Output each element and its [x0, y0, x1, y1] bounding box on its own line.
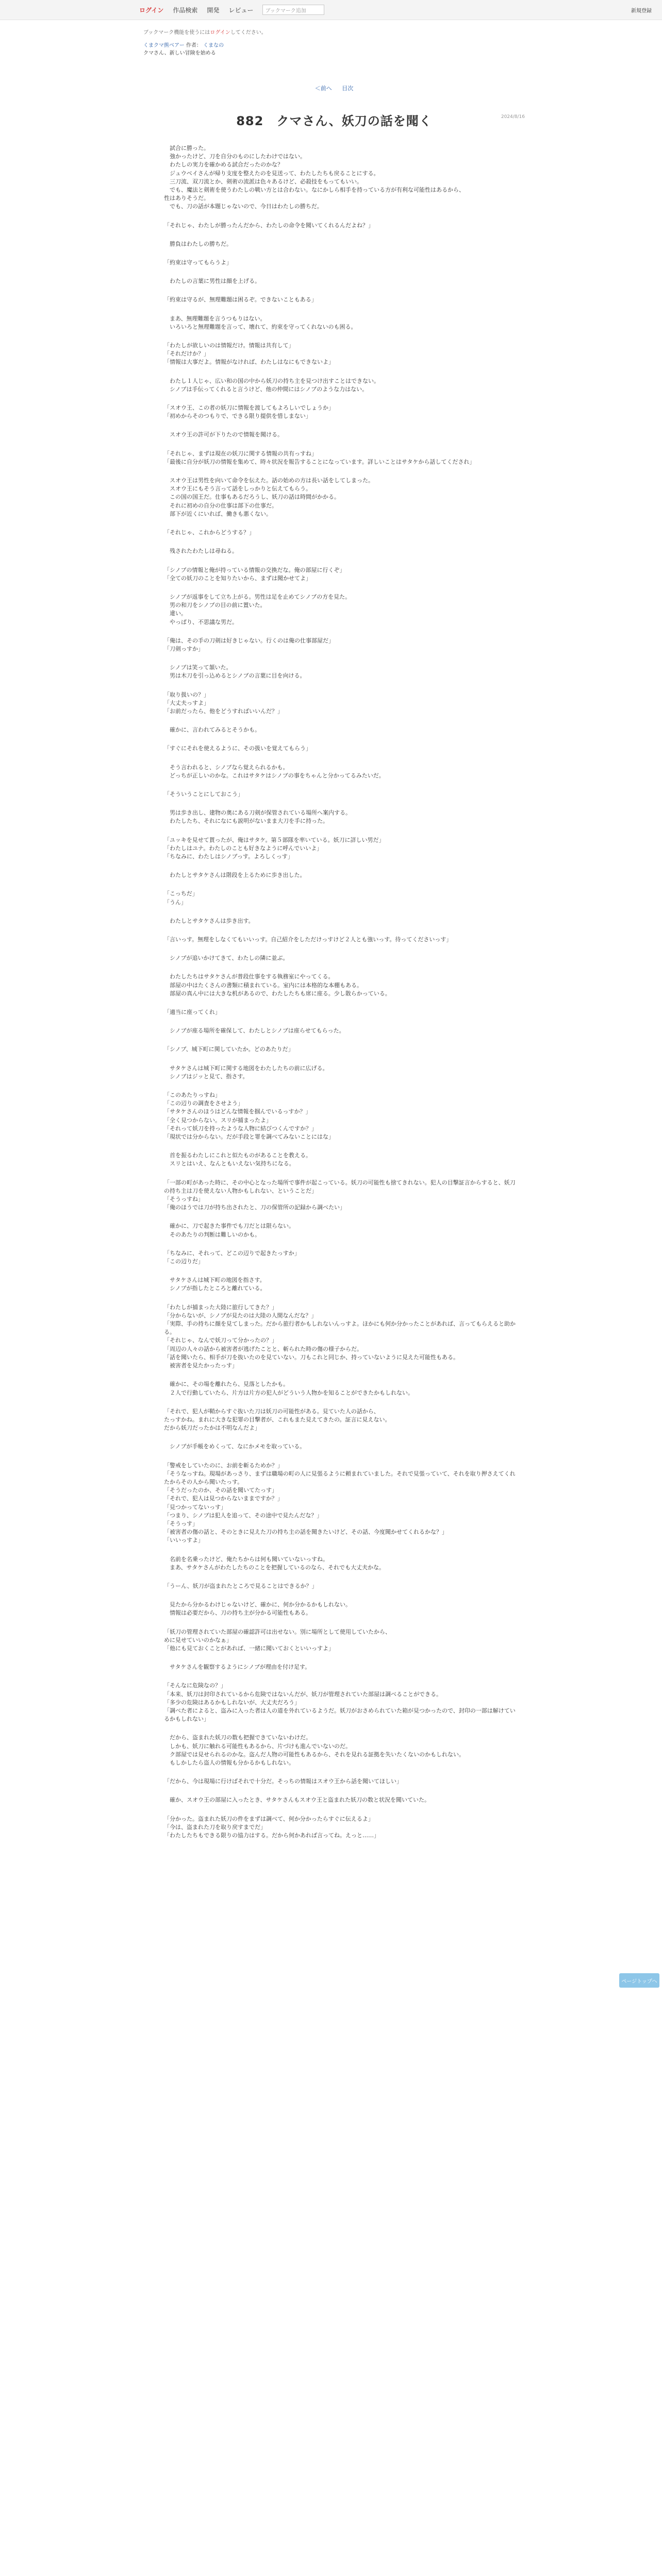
- main-content: [143, 28, 525, 1850]
- story-line: 勝負はわたしの勝ちだ。: [164, 240, 232, 247]
- nav-item-dev[interactable]: 開発: [207, 6, 220, 14]
- story-line: 三刀流、双刀流とか、剣術の流派は色々あるけど、必殺技をもってもいい。: [164, 178, 362, 185]
- story-line: 「見つかってないっす」: [164, 1503, 226, 1511]
- story-line: 「すぐにそれを使えるように、その扱いを覚えてもらう」: [164, 745, 311, 752]
- story-line: 「ユッキを見せて貰ったが、俺はサタケ。第５部隊を率いている。妖刀に詳しい男だ」: [164, 836, 385, 843]
- story-paragraph: [164, 1796, 520, 1804]
- story-line: 「わたしが捕まった大陸に旅行してきた？」: [164, 1303, 277, 1311]
- story-paragraph: [164, 790, 520, 799]
- story-line: 「多少の危険はあるかもしれないが、大丈夫だろう」: [164, 1699, 300, 1706]
- story-paragraph: [164, 1222, 520, 1239]
- story-paragraph: [164, 1555, 520, 1572]
- story-line: わたしたちはサタケさんが普段仕事をする執務室にやってくる。: [164, 973, 334, 980]
- story-line: でも、魔法と剣術を使うわたしの戦い方とは合わない。なにかしら相手を持っている方が有利な可能性はあるから、: [164, 187, 465, 194]
- story-paragraph: [164, 277, 520, 285]
- story-line: 「周辺の人々の話から被害者が逃げたことと、斬られた時の傷の様子からだ。: [164, 1345, 362, 1352]
- story-paragraph: [164, 1091, 520, 1141]
- story-line: 「警戒をしていたのに、お前を斬るためか？」: [164, 1462, 283, 1469]
- story-line: 「今は、盗まれた刀を取り戻すまでだ」: [164, 1823, 266, 1831]
- story-line: 確か、スオウ王の部屋に入ったとき、サタケさんもスオウ王と盗まれた妖刀の数と状況を聞いていた。: [164, 1797, 431, 1804]
- story-line: シノブが座る場所を確保して、わたしとシノブは座らせてもらった。: [164, 1027, 345, 1035]
- story-line: シノブが返事をして立ち上がる。男性は足を止めてシノブの方を見た。: [164, 593, 351, 600]
- story-line: わたしの実力を確かめる試合だったのかな？: [164, 161, 283, 168]
- story-line: 「取り扱いの？」: [164, 691, 209, 698]
- nav-item-search[interactable]: 作品検索: [173, 6, 198, 14]
- story-line: そう言われると、シノブなら覚えられるかも。: [164, 764, 289, 771]
- toc-link[interactable]: 目次: [342, 85, 354, 92]
- story-line: 「そんなに危険なの？」: [164, 1682, 226, 1689]
- story-paragraph: [164, 637, 520, 653]
- story-line: まあ、サタケさんがわたしたちのことを把握しているのなら、それでも大丈夫かな。: [164, 1564, 385, 1571]
- story-line: 「うーん、妖刀が盗まれたところで見ることはできるか？」: [164, 1582, 318, 1589]
- story-line: 「被害者の傷の話と、そのときに見えた刀の持ち主の話を聞きたいけど、その話、今度聞かせてくれるかな？」: [164, 1529, 448, 1536]
- prev-link[interactable]: ＜前へ: [315, 85, 332, 92]
- story-line: 部屋の中はたくさんの書類に積まれている。室内には本格的な本棚もある。: [164, 981, 362, 989]
- story-line: 「ちなみに、わたしはシノブっす。よろしくっす」: [164, 853, 293, 860]
- story-paragraph: [164, 259, 520, 267]
- story-line: わたしたち、それになにも説明がないまま大刀を手に持った。: [164, 818, 328, 825]
- story-line: 「シノブ、城下町に関していたか。どのあたりだ」: [164, 1046, 294, 1053]
- story-line: 強かったけど、刀を自分のものにしたわけではない。: [164, 153, 306, 160]
- story-paragraph: [164, 1008, 520, 1016]
- chapter-title-text: クマさん、妖刀の話を聞く: [276, 114, 432, 128]
- page-top-button[interactable]: ページトップへ: [619, 1973, 659, 1988]
- story-paragraph: [164, 593, 520, 626]
- story-line: スオウ王の許可が下りたので情報を聞ける。: [164, 431, 283, 438]
- story-line: わたしの言葉に男性は顔を上げる。: [164, 278, 260, 285]
- story-paragraph: [164, 144, 520, 211]
- story-line: 「シノブの情報と俺が持っている情報の交換だな。俺の部屋に行くぞ」: [164, 566, 345, 573]
- author-label: 作者：: [186, 43, 202, 48]
- story-line: たっすかね。まれに大きな犯罪の目撃者が、これもまた見えてきたの。証言に見えない。: [164, 1416, 391, 1423]
- story-paragraph: [164, 1734, 520, 1767]
- story-paragraph: [164, 1582, 520, 1590]
- story-line: この国の国王だ。仕事もあるだろうし、妖刀の話は時間がかかる。: [164, 494, 340, 501]
- story-paragraph: [164, 431, 520, 439]
- story-line: 「わたしはユナ。わたしのことも好きなように呼んでいいよ」: [164, 844, 323, 852]
- story-line: わたしとサタケさんは階段を上るために歩き出した。: [164, 872, 306, 879]
- story-paragraph: [164, 566, 520, 583]
- story-line: シノブは笑って頷いた。: [164, 664, 232, 671]
- series-line: [143, 42, 525, 49]
- story-paragraph: [164, 1151, 520, 1168]
- story-paragraph: [164, 764, 520, 780]
- story-line: 「いいっすよ」: [164, 1537, 204, 1544]
- story-line: 「全ての妖刀のことを知りたいから、まずは聞かせてよ」: [164, 574, 311, 582]
- author-link[interactable]: くまなの: [203, 43, 224, 48]
- story-line: 「お前だったら、他をどうすればいいんだ？」: [164, 707, 283, 715]
- story-paragraph: [164, 296, 520, 304]
- story-line: 「だから、今は現場に行けばそれで十分だ。そっちの情報はスオウ王から話を聞いてほしい」: [164, 1778, 402, 1785]
- story-line: 残されたわたしは尋ねる。: [164, 548, 238, 555]
- story-paragraph: [164, 954, 520, 962]
- story-line: 「ちなみに、それって、どこの辺りで起きたっすか」: [164, 1249, 300, 1257]
- story-line: だから、盗まれた妖刀の数も把握できていないわけだ。: [164, 1734, 311, 1741]
- story-line: 「分かった。盗まれた妖刀の件をまずは調べて、何か分かったらすぐに伝えるよ」: [164, 1815, 374, 1822]
- story-line: 「約束は守ってもらうよ」: [164, 259, 232, 266]
- story-paragraph: [164, 477, 520, 518]
- story-paragraph: [164, 809, 520, 825]
- story-line: 「妖刀の管理されていた部屋の確認許可は出せない。別に場所として使用していたから、: [164, 1628, 391, 1635]
- story-line: 「全く見つからない。スリが捕まったよ」: [164, 1116, 272, 1124]
- chapter-number: 882: [236, 114, 264, 128]
- story-paragraph: [164, 1601, 520, 1617]
- series-title-link[interactable]: くまクマ熊ベアー: [143, 43, 185, 48]
- story-line: もしかしたら盗人の情報も分かるかもしれない。: [164, 1759, 294, 1766]
- story-line: 被害者を見たかったっす」: [164, 1362, 238, 1369]
- story-paragraph: [164, 1777, 520, 1786]
- story-line: シノブは手伝ってくれると言うけど、他の仲間にはシノブのような力はない。: [164, 385, 368, 393]
- story-line: 「そうっすね」: [164, 1196, 204, 1203]
- story-line: 「それだけか？」: [164, 350, 209, 358]
- story-line: 「実際、手の持ちに顔を見てしまった。だから旅行者かもしれないんっすよ。ほかにも何か分かったことがあれば、言ってもらえると助かる。: [164, 1320, 516, 1336]
- story-line: 「話を聞いたら、相手が刀を抜いたのを見ていない。刀もこれと同じか、持っていないように見えた可能性もある。: [164, 1353, 459, 1361]
- notice-suffix: してください。: [230, 30, 267, 36]
- story-line: 「本来、妖刀は封印されているから危険ではないんだが、妖刀が管理されていた部屋は調べることができる。: [164, 1690, 442, 1698]
- story-paragraph: [164, 936, 520, 944]
- story-line: 「それじゃ、わたしが勝ったんだから、わたしの命令を聞いてくれるんだよね？」: [164, 222, 374, 229]
- story-line: 「それじゃ、これからどうする？」: [164, 529, 255, 536]
- story-line: ２人で行動していたら、片方は片方の犯人がどういう人物かを知ることができたかもしれない。: [164, 1389, 413, 1396]
- nav-item-review[interactable]: レビュー: [228, 6, 254, 14]
- story-line: 「そうだったのか、その話を聞いてたっす」: [164, 1487, 277, 1494]
- story-line: 「言いっす。無理をしなくてもいいっす。自己紹介をしただけっすけど２人とも強いっす。待ってくださいっす」: [164, 936, 452, 943]
- story-line: 見たから分かるわけじゃないけど、確かに、何か分かるかもしれない。: [164, 1601, 351, 1608]
- novel-body: [143, 144, 525, 1840]
- story-line: サタケさんは城下町の地図を指さす。: [164, 1277, 266, 1284]
- story-line: わたし１人じゃ、広い和の国の中から妖刀の持ち主を見つけ出すことはできない。: [164, 377, 379, 384]
- story-line: 「このあたりっすね」: [164, 1092, 221, 1099]
- story-line: だから妖刀だったかは不明なんだよ」: [164, 1425, 260, 1432]
- story-paragraph: [164, 450, 520, 466]
- story-line: 「約束は守るが、無理難題は困るぞ。できないこともある」: [164, 296, 317, 303]
- story-paragraph: [164, 547, 520, 555]
- story-line: シノブが手帳をめくって、なにかメモを取っている。: [164, 1443, 306, 1450]
- story-line: 男は歩き出し、建物の奥にある刀剣が保管されている場所へ案内する。: [164, 809, 351, 817]
- story-line: スリとはいえ、なんともいえない気持ちになる。: [164, 1160, 295, 1167]
- story-line: 「現状では分からない。だが手段と罪を調べてみないことにはな」: [164, 1133, 334, 1141]
- story-paragraph: [164, 1276, 520, 1293]
- story-paragraph: [164, 664, 520, 680]
- story-paragraph: [164, 1380, 520, 1397]
- notice-login-link[interactable]: ログイン: [210, 30, 230, 36]
- story-line: めに見せていいのかなぁ」: [164, 1636, 232, 1643]
- story-line: 「それって妖刀を持ったような人物に結びつくんですか？」: [164, 1125, 317, 1132]
- story-line: 「つまり、シノブは犯人を追って、その途中で見たんだな？」: [164, 1512, 323, 1519]
- story-line: 「俺のほうでは刀が持ち出されたと、刀の保管所の記録から調べたい」: [164, 1204, 345, 1211]
- story-paragraph: [164, 1064, 520, 1081]
- story-line: 「そうなっすね。現場があっさり、まずは職場の町の人に見張るように頼まれていました。それで見張っていて、それを取り押さえてくれたからその人から聞いたっす。: [164, 1470, 516, 1485]
- story-line: 「スオウ王、この者の妖刀に情報を渡してもよろしいでしょうか」: [164, 404, 334, 412]
- story-paragraph: [164, 726, 520, 734]
- story-line: 「分からないが、シノブが見たのは大陸の人間なんだな？」: [164, 1312, 317, 1319]
- story-line: いろいろと無理難題を言って、壊れて、約束を守ってくれないのも困る。: [164, 323, 357, 330]
- story-line: 男の和刀をシノブの目の前に置いた。: [164, 602, 266, 609]
- story-line: サタケさんは城下町に関する地図をわたしたちの前に広げる。: [164, 1064, 328, 1072]
- story-line: 「うん」: [164, 899, 187, 906]
- story-paragraph: [164, 342, 520, 367]
- nav-group: [139, 3, 324, 16]
- story-paragraph: [164, 377, 520, 394]
- login-notice: [143, 28, 525, 36]
- chapter-title: [143, 111, 525, 129]
- story-paragraph: [164, 222, 520, 230]
- story-paragraph: [164, 836, 520, 861]
- story-line: 試合に勝った。: [164, 145, 209, 151]
- story-line: ク部屋では見せられるのかな。盗んだ人物の可能性もあるから、それを見れる証拠を失いたくないのかもしれない。: [164, 1751, 465, 1758]
- story-paragraph: [164, 1443, 520, 1451]
- story-line: 「そうっす」: [164, 1520, 198, 1527]
- story-line: どっちが正しいのかな。これはサタケはシノブの事をちゃんと分かってるみたいだ。: [164, 772, 385, 779]
- story-paragraph: [164, 1663, 520, 1671]
- story-line: それに初めの自分の仕事は部下の仕事だ。: [164, 502, 277, 509]
- story-paragraph: [164, 1249, 520, 1266]
- story-line: 「初めからそのつもりで、できる限り提供を惜しまない」: [164, 413, 311, 420]
- story-line: 「わたしたちもできる限りの協力はする。だから何かあれば言ってね。えっと……」: [164, 1832, 379, 1839]
- story-line: シノブが指したところと離れている。: [164, 1285, 266, 1292]
- story-paragraph: [164, 315, 520, 331]
- story-paragraph: [164, 973, 520, 998]
- story-paragraph: [164, 1682, 520, 1723]
- story-line: 部下が近くにいれば、働きも悪くない。: [164, 510, 272, 517]
- story-line: サタケさんを観察するようにシノブが理由を付け足す。: [164, 1664, 311, 1671]
- story-paragraph: [164, 1303, 520, 1370]
- bookmark-button[interactable]: ブックマーク追加: [262, 5, 324, 15]
- posted-date: 2024/8/16: [501, 114, 525, 120]
- story-line: 部屋の真ん中には大きな机があるので、わたしたちも席に座る。少し散らかっている。: [164, 990, 391, 997]
- story-line: 首を振るわたしにこれと似たものがあることを教える。: [164, 1152, 311, 1159]
- top-navigation-bar: [0, 0, 662, 20]
- story-line: やっぱり、不思議な男だ。: [164, 618, 238, 625]
- story-line: わたしとサタケさんは歩き出す。: [164, 917, 254, 924]
- story-line: 「他にも見ておくことがあれば、一緒に聞いておくといいっすよ」: [164, 1645, 334, 1652]
- story-line: そのあたりの判断は難しいのかも。: [164, 1231, 260, 1238]
- story-line: 男は木刀を引っ込めるとシノブの言葉に目を向ける。: [164, 672, 306, 680]
- story-line: 「一部の町があった時に、その中心となった場所で事件が起こっている。妖刀の可能性も捨てきれない。犯人の目撃証言からすると、妖刀の持ち主は刀を使えない人物かもしれない、ということだ」: [164, 1179, 516, 1194]
- story-line: 「そういうことにしておこう」: [164, 790, 243, 798]
- story-line: 確かに、言われてみるとそうかも。: [164, 726, 260, 734]
- story-line: シノブはジッと見て、指さす。: [164, 1073, 249, 1080]
- chapter-pager: [143, 84, 525, 92]
- story-paragraph: [164, 1179, 520, 1212]
- story-line: 「大丈夫っすよ」: [164, 699, 209, 706]
- story-line: 「こっちだ」: [164, 890, 198, 897]
- login-link[interactable]: ログイン: [139, 6, 164, 14]
- story-line: 「それじゃ、まずは現在の妖刀に関する情報の共有っすね」: [164, 450, 317, 457]
- story-line: 違い。: [164, 610, 187, 617]
- chapter-subtitle: クマさん、新しい冒険を始める: [143, 50, 216, 56]
- story-line: 情報は必要だから、刀の持ち主が分かる可能性もある。: [164, 1609, 311, 1617]
- story-line: 性はありそうだ。: [164, 195, 209, 202]
- story-line: 「刀剣っすか」: [164, 645, 204, 652]
- story-line: 「この辺りだ」: [164, 1258, 204, 1265]
- story-paragraph: [164, 1045, 520, 1054]
- story-paragraph: [164, 1462, 520, 1545]
- story-line: 「調べた者によると、盗みに入った者は人の道を外れているようだ。妖刀がおさめられていた箱が見つかったので、封印の一部は解けているかもしれない」: [164, 1707, 516, 1723]
- story-line: 「俺は、その手の刀剣は好きじゃない。行くのは俺の仕事部屋だ」: [164, 637, 334, 644]
- story-line: しかも、妖刀に触れる可能性もあるから、片づけも進んでいないのだ。: [164, 1742, 351, 1750]
- story-paragraph: [164, 871, 520, 879]
- story-paragraph: [164, 529, 520, 537]
- story-paragraph: [164, 404, 520, 420]
- story-line: 「それじゃ、なんで妖刀って分かったの？」: [164, 1337, 277, 1344]
- story-paragraph: [164, 1815, 520, 1840]
- breadcrumb: [143, 42, 525, 57]
- story-line: まあ、無理難題を言うつもりはない。: [164, 315, 266, 322]
- story-paragraph: [164, 691, 520, 716]
- story-line: 「わたしが欲しいのは情報だけ。情報は共有して」: [164, 342, 294, 349]
- story-line: スオウ王にもそう言って話をしっかりと伝えてもらう。: [164, 485, 311, 493]
- story-paragraph: [164, 890, 520, 906]
- story-line: 「この辺りの調査をさせよう」: [164, 1100, 243, 1107]
- story-line: 「それで、犯人は見つからないままですか？」: [164, 1495, 283, 1502]
- story-line: 「情報は大事だよ。情報がなければ、わたしはなにもできないよ」: [164, 359, 334, 366]
- story-line: シノブが追いかけてきて、わたしの隣に並ぶ。: [164, 955, 289, 962]
- story-line: 名前を名乗ったけど、俺たちからは何も聞いていないっすね。: [164, 1555, 328, 1563]
- story-paragraph: [164, 240, 520, 248]
- story-line: 「最後に自分が妖刀の情報を集めて、時々状況を報告することになっています。詳しいことはサタケから話してくだされ」: [164, 458, 475, 465]
- story-paragraph: [164, 1027, 520, 1035]
- story-line: 「適当に座ってくれ」: [164, 1009, 221, 1015]
- story-paragraph: [164, 917, 520, 925]
- notice-prefix: ブックマーク機能を使うには: [143, 30, 210, 36]
- story-line: 「サタケさんのほうはどんな情報を掴んでいるっすか？」: [164, 1108, 311, 1115]
- story-paragraph: [164, 744, 520, 753]
- story-line: 確かに、刀で起きた事件でも刀だとは限らない。: [164, 1223, 294, 1230]
- story-line: でも、刀の話が本題じゃないので、今日はわたしの勝ちだ。: [164, 203, 323, 210]
- story-line: 確かに、その場を離れたら、見落としたかも。: [164, 1381, 289, 1388]
- story-line: ジュウベイさんが帰り支度を整えたのを見送って、わたしたちも戻ることにする。: [164, 170, 379, 177]
- register-link[interactable]: 新規登録: [631, 8, 652, 14]
- story-paragraph: [164, 1408, 520, 1433]
- story-paragraph: [164, 1628, 520, 1653]
- story-line: 「それで、犯人が鞘からすぐ抜いた刀は妖刀の可能性がある。見ていた人の話から、: [164, 1408, 379, 1415]
- story-line: スオウ王は男性を向いて命令を伝えた。話の始めの方は長い話をしてしまった。: [164, 477, 374, 484]
